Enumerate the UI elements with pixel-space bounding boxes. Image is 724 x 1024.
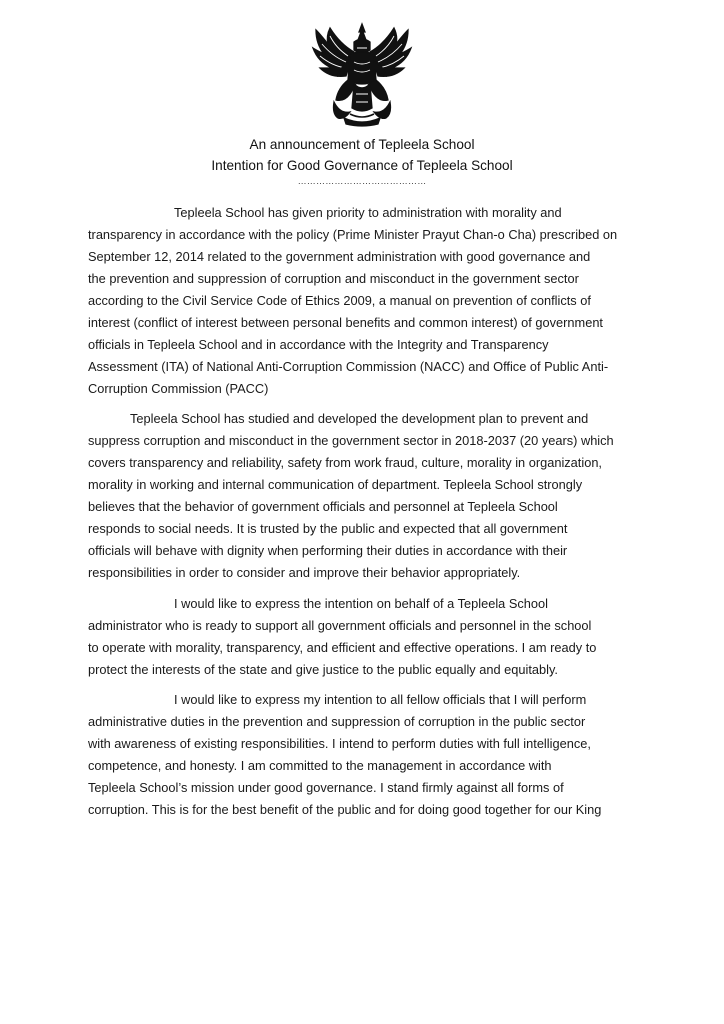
paragraph-line: responds to social needs. It is trusted by the public and expected that all government (88, 521, 568, 536)
paragraph-line: covers transparency and reliability, safety from work fraud, culture, morality in organization, (88, 455, 602, 470)
garuda-emblem-icon (310, 22, 414, 128)
paragraph-line: Tepleela School has studied and developed the development plan to prevent and (130, 411, 589, 426)
paragraph-line: officials will behave with dignity when performing their duties in accordance with their (88, 543, 568, 558)
paragraph-line: transparency in accordance with the policy (Prime Minister Prayut Chan-o Cha) prescribed on (88, 227, 618, 242)
paragraph-2 (88, 408, 636, 584)
paragraph-line: with awareness of existing responsibilities. I intend to perform duties with full intelligence, (88, 736, 591, 751)
paragraph-3 (88, 593, 636, 681)
announcement-subtitle: Intention for Good Governance of Tepleela School (211, 158, 513, 173)
paragraph-line: Tepleela School’s mission under good governance. I stand firmly against all forms of (88, 780, 564, 795)
paragraph-line: believes that the behavior of government officials and personnel at Tepleela School (88, 499, 558, 514)
paragraph-line: Corruption Commission (PACC) (88, 381, 269, 396)
paragraph-line: suppress corruption and misconduct in the government sector in 2018-2037 (20 years) which (88, 433, 614, 448)
paragraph-line: I would like to express the intention on behalf of a Tepleela School (174, 596, 548, 611)
paragraph-line: officials in Tepleela School and in accordance with the Integrity and Transparency (88, 337, 549, 352)
paragraph-line: competence, and honesty. I am committed to the management in accordance with (88, 758, 552, 773)
paragraph-line: Assessment (ITA) of National Anti-Corruption Commission (NACC) and Office of Public Anti- (88, 359, 609, 374)
announcement-title: An announcement of Tepleela School (249, 137, 475, 152)
paragraph-line: responsibilities in order to consider and improve their behavior appropriately. (88, 565, 521, 580)
paragraph-line: I would like to express my intention to all fellow officials that I will perform (174, 692, 587, 707)
paragraph-line: morality in working and internal communication of department. Tepleela School strongly (88, 477, 583, 492)
paragraph-line: to operate with morality, transparency, and efficient and effective operations. I am ready to (88, 640, 597, 655)
paragraph-line: protect the interests of the state and give justice to the public equally and equitably. (88, 662, 558, 677)
paragraph-line: administrator who is ready to support all government officials and personnel in the school (88, 618, 592, 633)
paragraph-1 (88, 202, 636, 400)
paragraph-line: the prevention and suppression of corruption and misconduct in the government sector (88, 271, 579, 286)
paragraph-line: Tepleela School has given priority to administration with morality and (174, 205, 562, 220)
paragraph-line: corruption. This is for the best benefit of the public and for doing good together for our King (88, 802, 602, 817)
paragraph-4 (88, 689, 636, 821)
paragraph-line: September 12, 2014 related to the government administration with good governance and (88, 249, 591, 264)
paragraph-line: interest (conflict of interest between personal benefits and common interest) of government (88, 315, 603, 330)
paragraph-line: administrative duties in the prevention and suppression of corruption in the public sector (88, 714, 586, 729)
title-separator: …………………………………… (297, 176, 427, 186)
paragraph-line: according to the Civil Service Code of Ethics 2009, a manual on prevention of conflicts of (88, 293, 591, 308)
